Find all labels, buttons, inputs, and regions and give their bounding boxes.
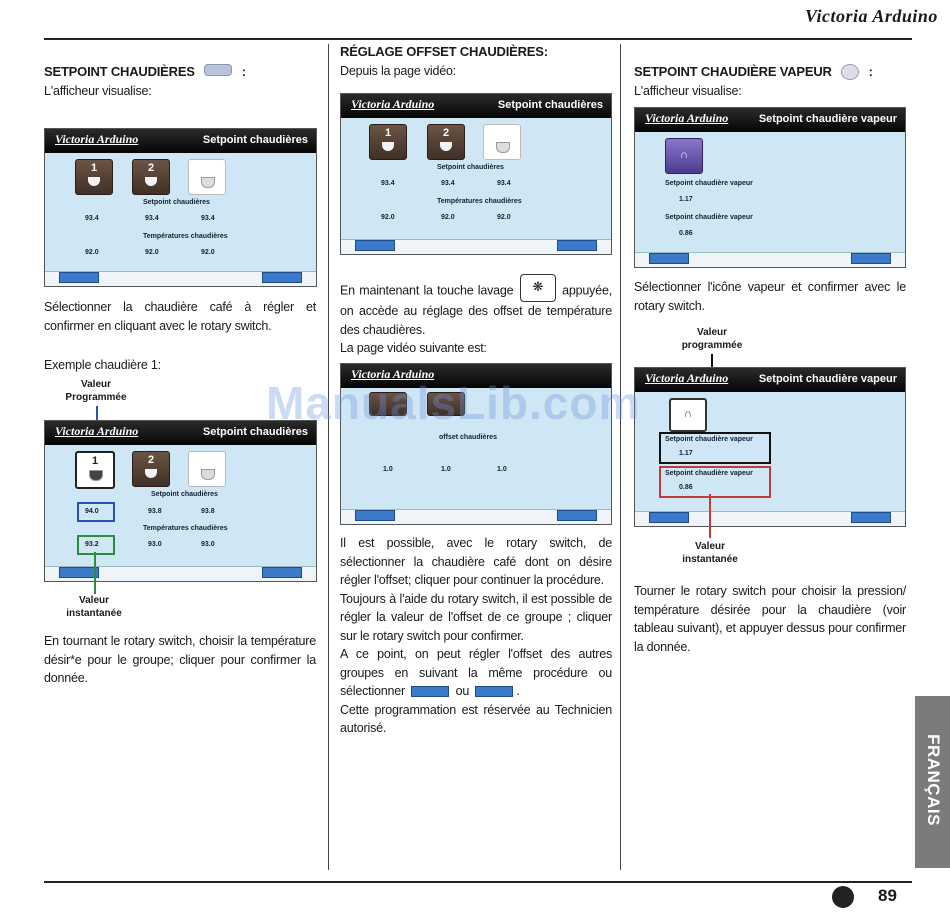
display-screen-example: Victoria Arduino Setpoint chaudières 1 2 Setpoint chaudières 94.0 93.8 93.8 Températures chaudières 93.2 93.0 93.0 [44, 420, 317, 582]
annotation-line [94, 552, 96, 594]
menu-button[interactable] [59, 567, 99, 578]
screen-footer [635, 511, 905, 526]
section-title: SETPOINT CHAUDIÈRES : [44, 64, 246, 79]
brand-logo: Victoria Arduino [805, 6, 938, 26]
enter-button[interactable] [557, 240, 597, 251]
group-1-icon[interactable]: 1 [75, 451, 115, 489]
group-2-icon[interactable]: 2 [427, 124, 465, 160]
section-title: RÉGLAGE OFFSET CHAUDIÈRES: [340, 44, 548, 59]
display-screen-setpoint: Victoria Arduino Setpoint chaudières 1 2 Setpoint chaudières 93.4 93.4 93.4 Températures chaudières 92.0 92.0 92.0 [44, 128, 317, 287]
brand-badge-icon [832, 886, 854, 908]
column-divider [620, 44, 621, 870]
page-number: 89 [878, 886, 897, 905]
display-screen-steam: Victoria Arduino Setpoint chaudière vapeur ∩ Setpoint chaudière vapeur 1.17 Setpoint chaudière vapeur 0.86 [634, 107, 906, 268]
section-title: SETPOINT CHAUDIÈRE VAPEUR : [634, 64, 873, 79]
menu-button[interactable] [649, 253, 689, 264]
header-rule [44, 38, 912, 40]
enter-button[interactable] [851, 253, 891, 264]
menu-button[interactable] [355, 240, 395, 251]
display-screen-offset: Victoria Arduino offset chaudières 1.0 1.0 1.0 [340, 363, 612, 525]
intro-text: Depuis la page vidéo: [340, 64, 457, 78]
language-tab: FRANÇAIS [915, 696, 950, 868]
screen-header: Victoria Arduino Setpoint chaudière vapeur [635, 368, 905, 392]
annotation-instant: Valeur instantanée [682, 541, 738, 565]
enter-button[interactable] [851, 512, 891, 523]
menu-button[interactable] [355, 510, 395, 521]
steam-boiler-icon[interactable]: ∩ [665, 138, 703, 174]
display-screen-setpoint: Victoria Arduino Setpoint chaudières 1 2 Setpoint chaudières 93.4 93.4 93.4 Températures chaudières 92.0 92.0 92.0 [340, 93, 612, 255]
menu-button-icon [411, 686, 449, 697]
intro-text: L'afficheur visualise: [44, 84, 152, 98]
watermark: ManualsLib.com [266, 377, 641, 429]
display-screen-steam-edit: Victoria Arduino Setpoint chaudière vapeur ∩ Setpoint chaudière vapeur 1.17 Setpoint chaudière vapeur 0.86 [634, 367, 906, 527]
screen-header: Victoria Arduino Setpoint chaudière vapeur [635, 108, 905, 132]
group-3-icon[interactable] [188, 451, 226, 487]
boiler-icon [204, 64, 232, 76]
instruction-text: En maintenant la touche lavage ❋ appuyée, on accède au réglage des offset de température des chaudières. La page vidéo suivante est: [340, 280, 612, 358]
instruction-text: Sélectionner l'icône vapeur et confirmer avec le rotary switch. [634, 280, 906, 313]
screen-footer [45, 271, 316, 286]
column-divider [328, 44, 329, 870]
screen-header: Victoria Arduino Setpoint chaudières [45, 421, 316, 445]
screen-header: Victoria Arduino Setpoint chaudières [45, 129, 316, 153]
instruction-text: Il est possible, avec le rotary switch, de sélectionner la chaudière café dont on désire régler l'offset; cliquer pour continuer la procédure. Toujours à l'aide du rotary switch, il est possible de régler la valeur de l'offset de ce groupe ; cliquer sur le rotary switch pour confirmer. A ce point, on peut régler l'offset des autres groupes en suivant la même procédure ou sélectionner ou . Cette programmation est réservée au Technicien autorisé. [340, 536, 612, 735]
steam-icon [841, 64, 859, 80]
group-1-icon[interactable]: 1 [75, 159, 113, 195]
group-2-icon[interactable]: 2 [132, 159, 170, 195]
enter-button-icon [475, 686, 513, 697]
group-3-icon[interactable] [188, 159, 226, 195]
screen-footer [341, 509, 611, 524]
enter-button[interactable] [262, 567, 302, 578]
group-1-icon[interactable]: 1 [369, 124, 407, 160]
annotation-instant: Valeur instantanée [66, 595, 122, 619]
wash-key-icon: ❋ [520, 274, 556, 302]
group-2-icon[interactable]: 2 [132, 451, 170, 487]
footer-rule [44, 881, 912, 883]
instruction-text: Sélectionner la chaudière café à régler et confirmer en cliquant avec le rotary switch. [44, 300, 316, 333]
menu-button[interactable] [59, 272, 99, 283]
screen-header: Victoria Arduino [341, 364, 611, 388]
example-label: Exemple chaudière 1: [44, 358, 161, 372]
enter-button[interactable] [557, 510, 597, 521]
screen-footer [341, 239, 611, 254]
screen-footer [45, 566, 316, 581]
annotation-programmed: Valeur Programmée [65, 379, 127, 403]
group-3-icon[interactable] [483, 124, 521, 160]
screen-footer [635, 252, 905, 267]
annotation-line [709, 494, 711, 538]
intro-text: L'afficheur visualise: [634, 84, 742, 98]
instruction-text: Tourner le rotary switch pour choisir la pression/ température désirée pour la chaudière (voir tableau suivant), et appuyer dessus pour confirmer la donnée. [634, 584, 906, 654]
enter-button[interactable] [262, 272, 302, 283]
screen-header: Victoria Arduino Setpoint chaudières [341, 94, 611, 118]
steam-boiler-icon[interactable]: ∩ [669, 398, 707, 432]
instruction-text: En tournant le rotary switch, choisir la température désir*e pour le groupe; cliquer pour confirmer la donnée. [44, 634, 316, 685]
menu-button[interactable] [649, 512, 689, 523]
annotation-programmed: Valeur programmée [681, 327, 743, 351]
